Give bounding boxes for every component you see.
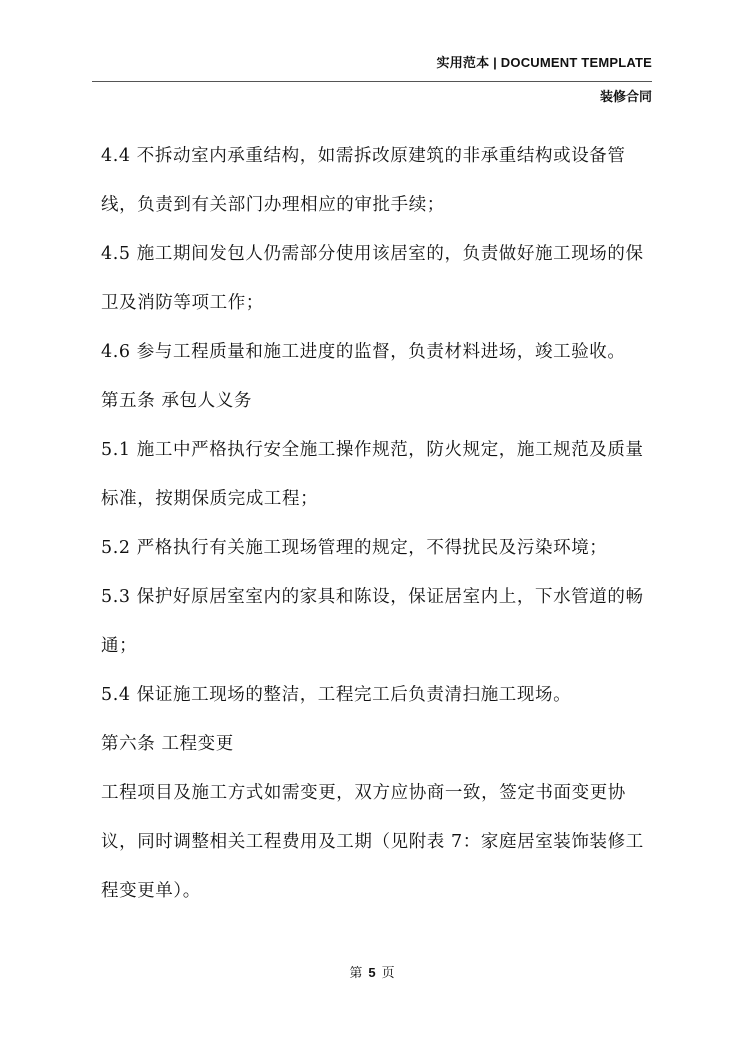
section-heading-article-6: 第六条 工程变更 <box>101 734 234 754</box>
paragraph-5-1: 5.1 施工中严格执行安全施工操作规范，防火规定，施工规范及质量标准，按期保质完成工程； <box>101 440 644 509</box>
header-title: 实用范本 | DOCUMENT TEMPLATE <box>436 55 652 70</box>
paragraph-5-3: 5.3 保护好原居室室内的家具和陈设，保证居室内上，下水管道的畅通； <box>101 587 644 656</box>
header-subtitle: 装修合同 <box>599 89 652 104</box>
section-heading-article-5: 第五条 承包人义务 <box>101 391 252 411</box>
paragraph-4-4: 4.4 不拆动室内承重结构，如需拆改原建筑的非承重结构或设备管线，负责到有关部门办理相应的审批手续； <box>101 146 626 215</box>
page-label-prefix: 第 <box>349 966 363 981</box>
paragraph-5-2: 5.2 严格执行有关施工现场管理的规定，不得扰民及污染环境； <box>101 538 608 558</box>
paragraph-4-5: 4.5 施工期间发包人仍需部分使用该居室的，负责做好施工现场的保卫及消防等项工作； <box>101 244 644 313</box>
page-number: 5 <box>368 965 376 980</box>
page-footer <box>0 962 744 981</box>
page-label-suffix: 页 <box>381 966 395 981</box>
paragraph-5-4: 5.4 保证施工现场的整洁，工程完工后负责清扫施工现场。 <box>101 685 572 705</box>
paragraph-4-6: 4.6 参与工程质量和施工进度的监督，负责材料进场，竣工验收。 <box>101 342 626 362</box>
paragraph-change-terms: 工程项目及施工方式如需变更，双方应协商一致，签定书面变更协议，同时调整相关工程费用及工期（见附表 7：家庭居室装饰装修工程变更单）。 <box>101 783 644 901</box>
header-divider <box>92 81 652 82</box>
document-body <box>101 132 657 916</box>
